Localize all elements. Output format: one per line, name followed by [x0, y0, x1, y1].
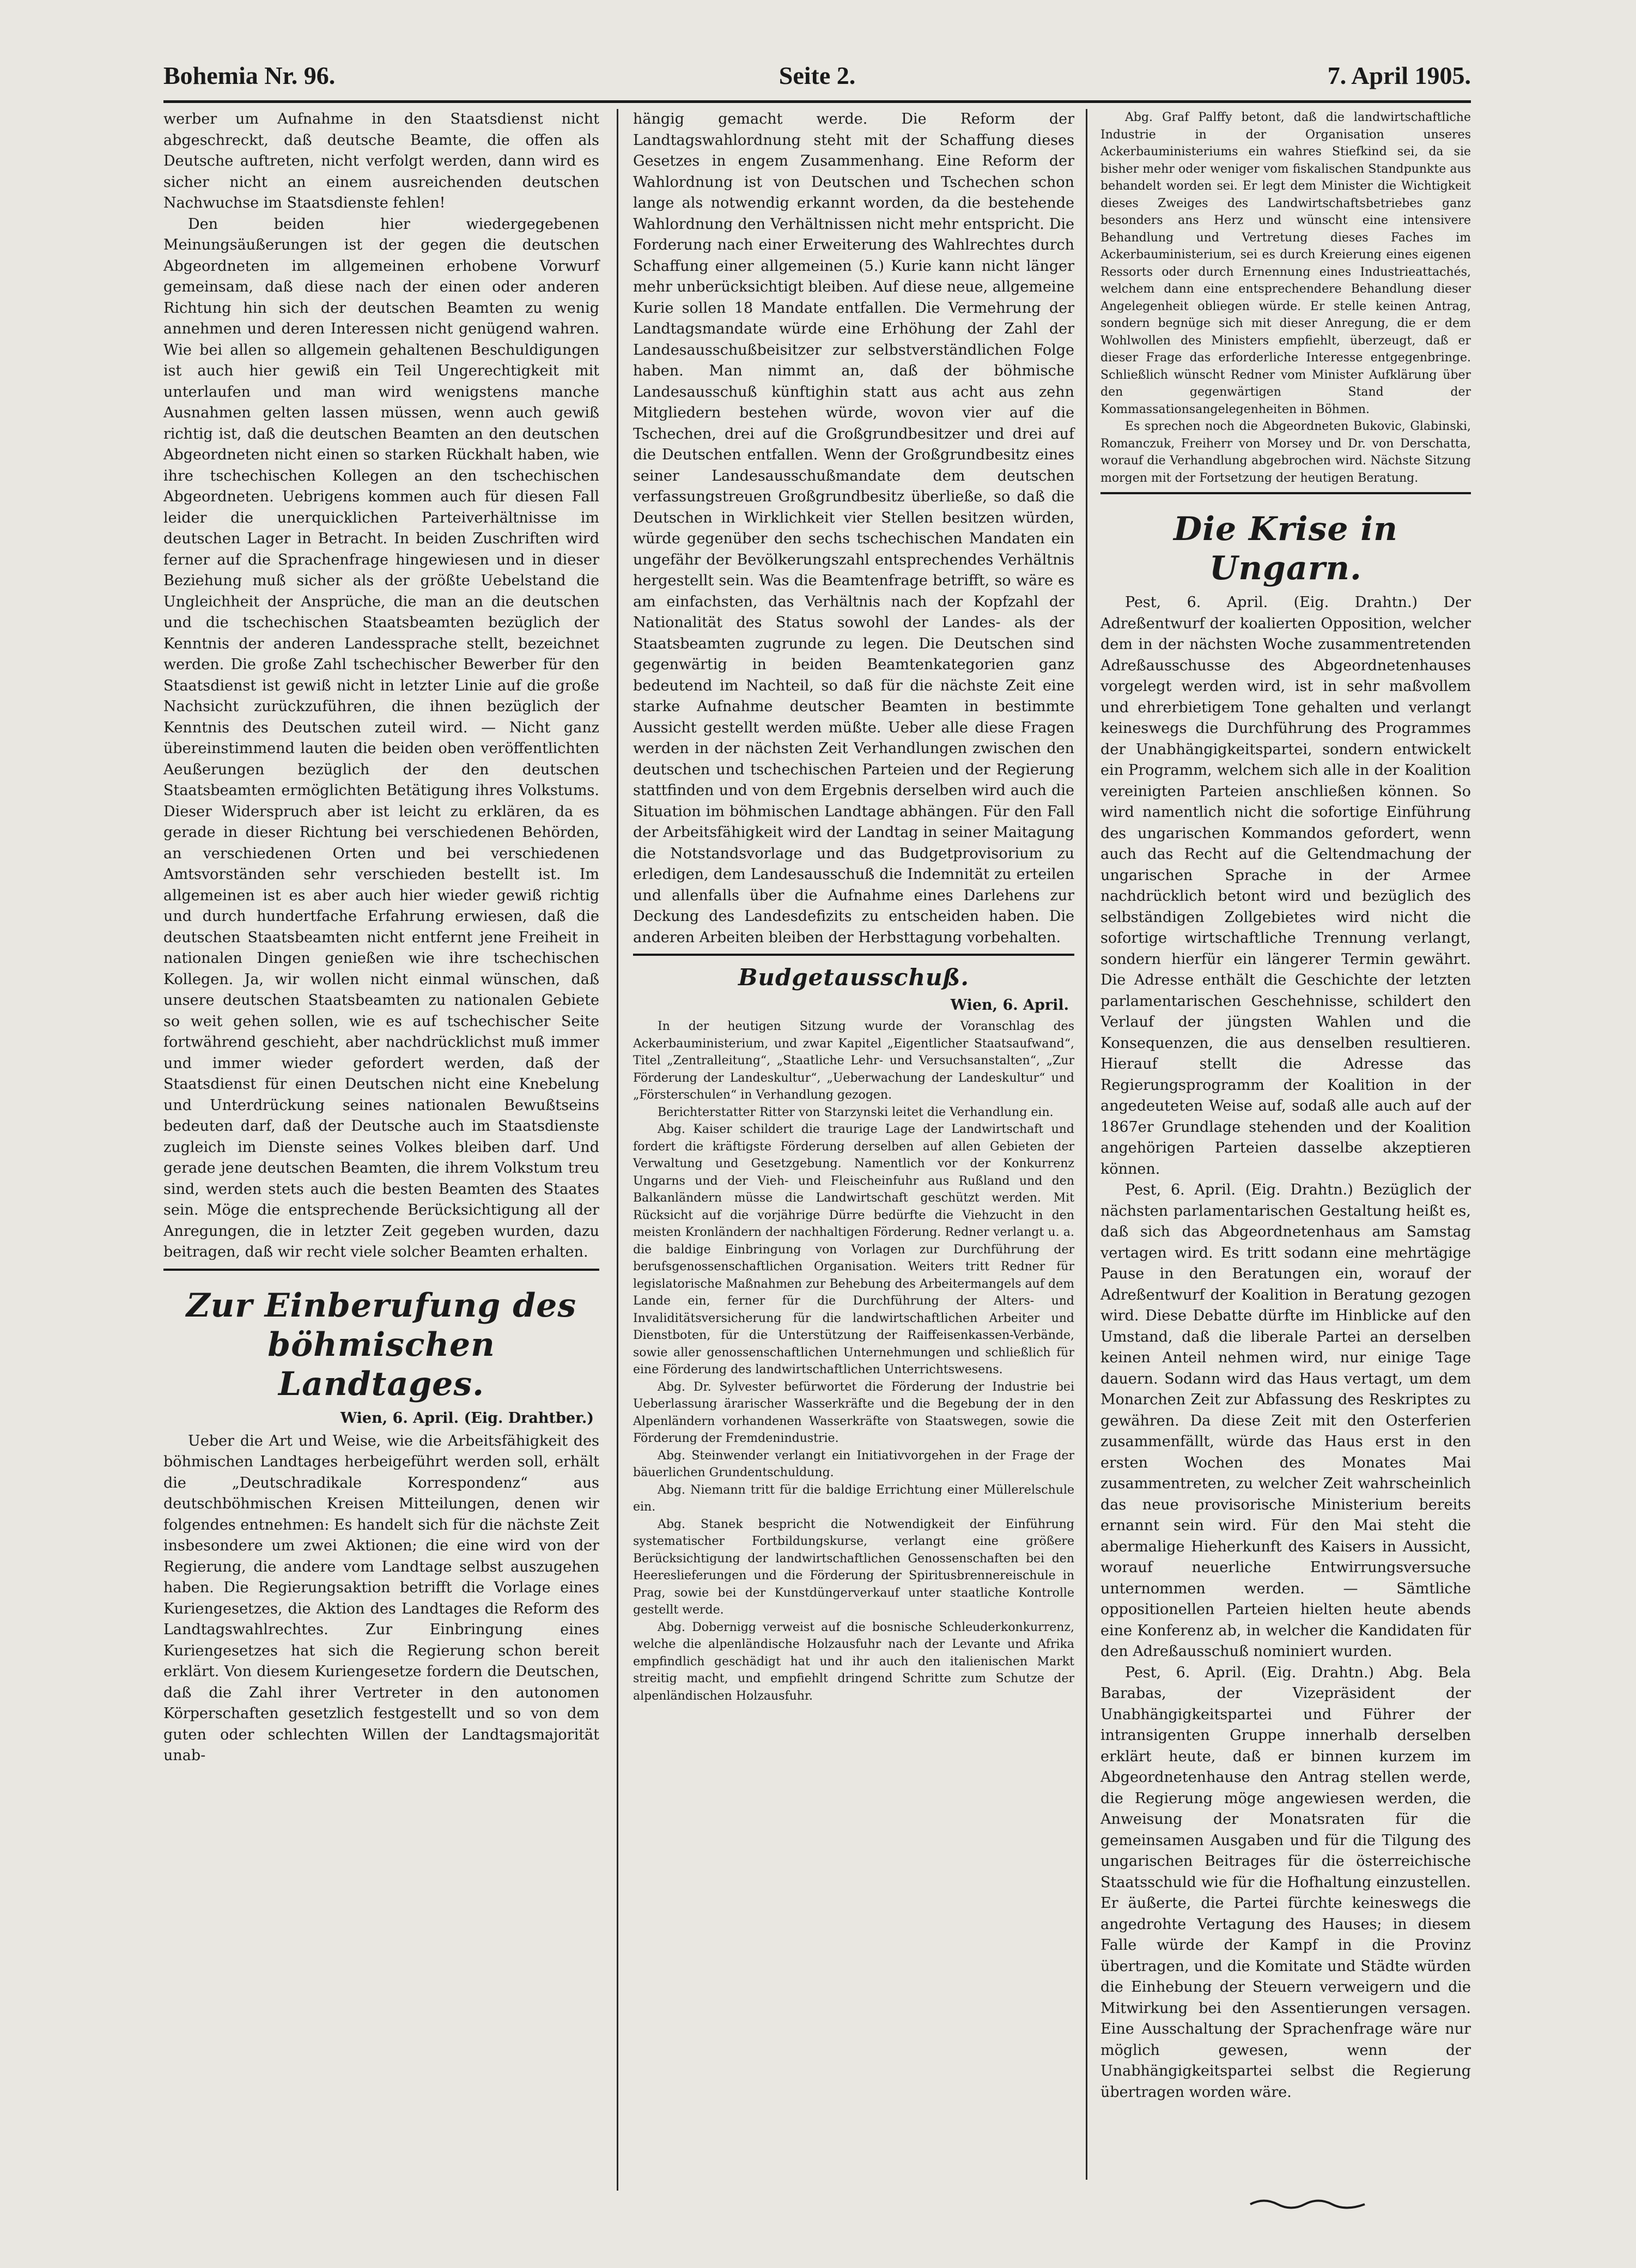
- article-separator: [633, 954, 1074, 956]
- header-page-number: Seite 2.: [779, 62, 856, 89]
- report-paragraph: Abg. Stanek bespricht die Notwendigkeit der Einführung systematischer Fortbildungskurse, verlangt eine größere Berücksichtigung der landwirtschaftlichen Genossenschaften bei den Heereslieferungen und die Förderung der Spiritusbrennereischule in Prag, sowie bei der Kunstdüngerverkauf unter staatliche Kontrolle gestellt werde.: [633, 1517, 1074, 1617]
- article-paragraph: Pest, 6. April. (Eig. Drahtn.) Bezüglich der nächsten parlamentarischen Gestaltung heißt es, daß sich das Abgeordnetenhaus am Samstag vertagen wird. Es tritt sodann eine mehrtägige Pause in den Beratungen ein, worauf der Adreßentwurf der Koalition in Beratung gezogen wird. Diese Debatte dürfte im Hinblicke auf den Umstand, daß die liberale Partei an derselben keinen Anteil nehmen wird, nur einige Tage dauern. Sodann wird das Haus vertagt, um dem Monarchen Zeit zur Abfassung des Reskriptes zu gewähren. Da diese Zeit mit den Osterferien zusammenfällt, würde das Haus erst in den ersten Wochen des Monates Mai zusammentreten, zu welcher Zeit wahrscheinlich das neue provisorische Ministerium bereits ernannt sein wird. Für den Mai steht die abermalige Hieherkunft des Kaisers in Aussicht, worauf neuerliche Entwirrungsversuche unternommen werden. — Sämtliche oppositionellen Parteien hielten heute abends eine Konferenz ab, in welcher die Kandidaten für den Adreßausschuß nominiert wurden.: [1100, 1181, 1471, 1660]
- header-rule: [163, 100, 1471, 103]
- column-3: [1100, 109, 1471, 2103]
- article-dateline: Wien, 6. April. (Eig. Drahtber.): [340, 1409, 594, 1427]
- article-paragraph: Pest, 6. April. (Eig. Drahtn.) Der Adreßentwurf der koalierten Opposition, welcher dem in der nächsten Woche zusammentretenden Adreßausschusse des Abgeordnetenhauses vorgelegt werden wird, ist in sehr maßvollem und ehrerbietigem Tone gehalten und verlangt keineswegs die Durchführung des Programmes der Unabhängigkeitspartei, sondern entwickelt ein Programm, welchem sich alle in der Koalition vereinigten Parteien anschließen können. So wird namentlich nicht die sofortige Einführung des ungarischen Kommandos gefordert, wenn auch das Recht auf die Geltendmachung der ungarischen Sprache in der Armee nachdrücklich betont wird und bezüglich des selbständigen Zollgebietes wird nicht die sofortige wirtschaftliche Trennung verlangt, sondern hierfür ein längerer Termin gewährt. Die Adresse enthält die Geschichte der letzten parlamentarischen Geschehnisse, schildert den Verlauf der jüngsten Wahlen und die Konsequenzen, die aus denselben resultieren. Hierauf stellt die Adresse das Regierungsprogramm der Koalition in der angedeuteten Weise auf, sodaß alle auch auf der 1867er Grundlage stehenden und der Koalition angehörigen Parteien dasselbe akzeptieren können.: [1100, 594, 1471, 1178]
- column-2: [633, 109, 1074, 1705]
- article-paragraph: Den beiden hier wiedergegebenen Meinungsäußerungen ist der gegen die deutschen Abgeordneten im allgemeinen erhobene Vorwurf gemeinsam, daß diese nach der einen oder anderen Richtung hin sich der deutschen Beamten zu wenig annehmen und deren Interessen nicht genügend wahren. Wie bei allen so allgemein gehaltenen Beschuldigungen ist auch hier gewiß ein Teil Ungerechtigkeit mit unterlaufen und man wird wenigstens manche Ausnahmen gelten lassen müssen, wenn auch gewiß richtig ist, daß die deutschen Beamten an den deutschen Abgeordneten nicht einen so starken Rückhalt haben, wie ihre tschechischen Kollegen an den tschechischen Abgeordneten. Uebrigens kommen auch für diesen Fall leider die unerquicklichen Parteiverhältnisse im deutschen Lager in Betracht. In beiden Zuschriften wird ferner auf die Sprachenfrage hingewiesen und in dieser Beziehung muß sicher als der größte Uebelstand die Ungleichheit der Ansprüche, die man an die deutschen und die tschechischen Staatsbeamten bezüglich der Kenntnis der anderen Landessprache stellt, bezeichnet werden. Die große Zahl tschechischer Bewerber für den Staatsdienst ist gewiß nicht in letzter Linie auf die große Nachsicht zurückzuführen, die ihnen bezüglich der Kenntnis des Deutschen zuteil wird. — Nicht ganz übereinstimmend lauten die beiden oben veröffentlichten Aeußerungen bezüglich der den deutschen Staatsbeamten ermöglichten Betätigung ihres Volkstums. Dieser Widerspruch aber ist leicht zu erklären, da es gerade in dieser Richtung bei verschiedenen Behörden, an verschiedenen Orten und bei verschiedenen Amtsvorständen sehr verschieden bestellt ist. Im allgemeinen ist es aber auch hier wieder gewiß richtig und durch hundertfache Erfahrung erwiesen, daß die deutschen Staatsbeamten nicht entfernt jene Freiheit in nationalen Dingen genießen wie ihre tschechischen Kollegen. Ja, wir wollen nicht einmal wünschen, daß unsere deutschen Staatsbeamten zu nationalen Gebiete so weit gehen sollen, wie es auf tschechischer Seite fortwährend geschieht, aber nachdrücklichst muß immer und immer wieder gefordert werden, daß der Staatsdienst für einen Deutschen nicht eine Knebelung und Unterdrückung seines nationalen Bewußtseins bedeuten darf, daß der Deutsche auch im Staatsdienste zugleich im Dienste seines Volkes bleiben darf. Und gerade jene deutschen Beamten, die ihrem Volkstum treu sind, werden stets auch die besten Beamten des Staates sein. Möge die entsprechende Berücksichtigung all der Anregungen, die in letzter Zeit gegeben wurden, dazu beitragen, daß wir recht viele solcher Beamten erhalten.: [163, 215, 599, 1260]
- article-paragraph: Pest, 6. April. (Eig. Drahtn.) Abg. Bela Barabas, der Vizepräsident der Unabhängigkeitspartei und Führer der intransigenten Gruppe innerhalb derselben erklärt heute, daß er binnen kurzem im Abgeordnetenhause den Antrag stellen werde, die Regierung möge angewiesen werden, die Anweisung der Monatsraten für die gemeinsamen Ausgaben und für die Tilgung des ungarischen Beitrages für die österreichische Staatsschuld wie für die Hofhaltung einzustellen. Er äußerte, die Partei fürchte keineswegs die angedrohte Vertagung des Hauses; in diesem Falle würde der Kampf in die Provinz übertragen, und die Komitate und Städte würden die Einhebung der Steuern verweigern und die Mitwirkung bei den Assentierungen versagen. Eine Ausschaltung der Sprachenfrage wäre nur möglich gewesen, wenn der Unabhängigkeitspartei selbst die Regierung übertragen worden wäre.: [1100, 1664, 1471, 2101]
- article-paragraph: hängig gemacht werde. Die Reform der Landtagswahlordnung steht mit der Schaffung dieses Gesetzes in engem Zusammenhang. Eine Reform der Wahlordnung ist von Deutschen und Tschechen schon lange als notwendig erkannt worden, da die bestehende Wahlordnung den Verhältnissen nicht mehr entspricht. Die Forderung nach einer Erweiterung des Wahlrechtes durch Schaffung einer allgemeinen (5.) Kurie kann nicht länger mehr unberücksichtigt bleiben. Auf diese neue, allgemeine Kurie sollen 18 Mandate entfallen. Die Vermehrung der Landtagsmandate würde eine Erhöhung der Zahl der Landesausschußbeisitzer zur selbstverständlichen Folge haben. Man nimmt an, daß der böhmische Landesausschuß künftighin statt aus acht aus zehn Mitgliedern bestehen würde, wovon vier auf die Tschechen, drei auf die Großgrundbesitzer und drei auf die Deutschen entfallen. Wenn der Großgrundbesitz eines seiner Landesausschußmandate dem deutschen verfassungstreuen Großgrundbesitz überließe, so daß die Deutschen in Wirklichkeit vier Stellen besitzen würden, würde gegenüber den sechs tschechischen Mandaten ein ungefähr der Bevölkerungszahl entsprechendes Verhältnis hergestellt sein. Was die Beamtenfrage betrifft, so wäre es am einfachsten, das Verhältnis nach der Kopfzahl der Nationalität des Status sowohl der Landes- als der Staatsbeamten zugrunde zu legen. Die Deutschen sind gegenwärtig in beiden Beamtenkategorien ganz bedeutend im Nachteil, so daß für die nächste Zeit eine starke Aufnahme deutscher Beamten in bestimmte Aussicht gestellt werden müßte. Ueber alle diese Fragen werden in der nächsten Zeit Verhandlungen zwischen den deutschen und tschechischen Parteien und der Regierung stattfinden und von dem Ergebnis derselben wird auch die Situation im böhmischen Landtage abhängen. Für den Fall der Arbeitsfähigkeit wird der Landtag in seiner Maitagung die Notstandsvorlage und das Budgetprovisorium zu erledigen, dem Landesausschuß die Indemnität zu erteilen und allenfalls über die Aufnahme eines Darlehens zur Deckung des Landesdefizits zu entscheiden haben. Die anderen Arbeiten bleiben der Herbsttagung vorbehalten.: [633, 111, 1074, 946]
- article-separator: [163, 1269, 599, 1271]
- report-paragraph: Abg. Steinwender verlangt ein Initiativvorgehen in der Frage der bäuerlichen Grundentschuldung.: [633, 1448, 1074, 1479]
- column-1: [163, 109, 599, 1767]
- end-flourish: [1248, 2196, 1367, 2212]
- article-paragraph: werber um Aufnahme in den Staatsdienst nicht abgeschreckt, daß deutsche Beamte, die offen als Deutsche auftreten, nicht verfolgt werden, dann wird es sicher nicht an einem ausreichenden deutschen Nachwuchse im Staatsdienste fehlen!: [163, 111, 599, 211]
- article-paragraph: Ueber die Art und Weise, wie die Arbeitsfähigkeit des böhmischen Landtages herbeigeführt werden soll, erhält die „Deutschradikale Korrespondenz“ aus deutschböhmischen Kreisen Mitteilungen, denen wir folgendes entnehmen: Es handelt sich für die nächste Zeit insbesondere um zwei Aktionen; die eine wird von der Regierung, die andere vom Landtage selbst auszugehen haben. Die Regierungsaktion betrifft die Vorlage eines Kuriengesetzes, die Aktion des Landtages die Reform des Landtagswahlrechtes. Zur Einbringung eines Kuriengesetzes hat sich die Regierung schon bereit erklärt. Von diesem Kuriengesetze fordern die Deutschen, daß die Zahl ihrer Vertreter in den autonomen Körperschaften gesetzlich festgestellt und so von dem guten oder schlechten Willen der Landtagsmajorität unab-: [163, 1432, 599, 1764]
- article-dateline: Wien, 6. April.: [950, 997, 1069, 1014]
- report-paragraph: Abg. Dr. Sylvester befürwortet die Förderung der Industrie bei Ueberlassung ärarischer Wasserkräfte und die Begebung der in den Alpenländern vorhandenen Wasserkräfte von Staatswegen, sowie die Förderung der Fremdenindustrie.: [633, 1380, 1074, 1445]
- report-paragraph: Abg. Graf Palffy betont, daß die landwirtschaftliche Industrie in der Organisation unseres Ackerbauministeriums ein wahres Stiefkind sei, da sie bisher mehr oder weniger vom fiskalischen Standpunkte aus behandelt worden sei. Er legt dem Minister die Wichtigkeit dieses Zweiges des Landwirtschaftsbetriebes ganz besonders ans Herz und wünscht eine intensivere Behandlung und Vertretung dieses Faches im Ackerbauministerium, sei es durch Kreierung eines eigenen Ressorts oder durch Ernennung eines Industrieattachés, welchem dann eine entsprechendere Behandlung dieser Angelegenheit obliegen würde. Er stelle keinen Antrag, sondern begnüge sich mit dieser Anregung, die er dem Wohlwollen des Ministers empfiehlt, überzeugt, daß er dieser Frage das erforderliche Interesse entgegenbringe. Schließlich wünscht Redner vom Minister Aufklärung über den gegenwärtigen Stand der Kommassationsangelegenheiten in Böhmen.: [1100, 111, 1471, 416]
- report-paragraph: Abg. Niemann tritt für die baldige Errichtung einer Müllerelschule ein.: [633, 1483, 1074, 1514]
- article-heading: Die Krise in Ungarn.: [1173, 510, 1398, 587]
- header-publication: Bohemia Nr. 96.: [163, 62, 336, 89]
- article-heading: Budgetausschuß.: [738, 964, 970, 991]
- report-paragraph: Abg. Dobernigg verweist auf die bosnische Schleuderkonkurrenz, welche die alpenländische Holzausfuhr nach der Levante und Afrika empfindlich geschädigt hat und ihr auch den italienischen Markt streitig macht, und empfiehlt dringend Schritte zum Schutze der alpenländischen Holzausfuhr.: [633, 1620, 1074, 1703]
- report-paragraph: In der heutigen Sitzung wurde der Voranschlag des Ackerbauministerium, und zwar Kapitel „Eigentlicher Staatsaufwand“, Titel „Zentralleitung“, „Staatliche Lehr- und Versuchsanstalten“, „Zur Förderung der Landeskultur“, „Ueberwachung der Landeskultur“ und „Försterschulen“ in Verhandlung gezogen.: [633, 1020, 1074, 1102]
- article-separator: [1100, 492, 1471, 494]
- report-paragraph: Berichterstatter Ritter von Starzynski leitet die Verhandlung ein.: [658, 1105, 1054, 1119]
- article-heading: Zur Einberufung des böhmischen Landtages.: [186, 1286, 577, 1403]
- header-date: 7. April 1905.: [1327, 62, 1471, 89]
- column-divider-2: [1086, 109, 1087, 2180]
- report-paragraph: Abg. Kaiser schildert die traurige Lage der Landwirtschaft und fordert die kräftigste Förderung derselben auf allen Gebieten der Verwaltung und Gesetzgebung. Namentlich vor der Konkurrenz Ungarns und der Vieh- und Fleischeinfuhr aus Rußland und den Balkanländern müsse die Landwirtschaft geschützt werden. Mit Rücksicht auf die vorjährige Dürre bedürfte die Viehzucht in den meisten Kronländern der nachhaltigen Förderung. Redner verlangt u. a. die baldige Einbringung von Vorlagen zur Durchführung der berufsgenossenschaftlichen Organisation. Weiters tritt Redner für legislatorische Maßnahmen zur Behebung des Arbeitermangels auf dem Lande ein, ferner für die Durchführung der Alters- und Invaliditätsversicherung für die landwirtschaftlichen Arbeiter und Dienstboten, für die Unterstützung der Raiffeisenkassen-Verbände, sowie aller genossenschaftlichen Unternehmungen und schließlich für eine Förderung des landwirtschaftlichen Unterrichtswesens.: [633, 1123, 1074, 1376]
- page-header: [163, 61, 1471, 99]
- report-paragraph: Es sprechen noch die Abgeordneten Bukovic, Glabinski, Romanczuk, Freiherr von Morsey und Dr. von Derschatta, worauf die Verhandlung abgebrochen wird. Nächste Sitzung morgen mit der Fortsetzung der heutigen Beratung.: [1100, 420, 1471, 485]
- column-divider-1: [617, 109, 618, 2191]
